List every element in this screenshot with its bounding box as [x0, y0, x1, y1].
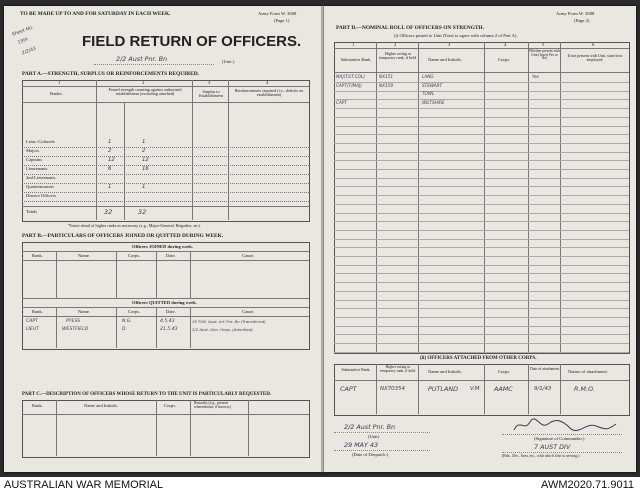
roll-row-line	[334, 117, 629, 118]
roll-row-line	[334, 300, 629, 301]
attached-rank: CAPT	[340, 385, 357, 393]
roll-row-line	[334, 186, 629, 187]
att-col-name: Name and Initials.	[428, 369, 462, 374]
part-d-title: PART D.—NOMINAL ROLL OF OFFICERS ON STRENGTH.	[336, 25, 484, 31]
quitted-rank: CAPT	[26, 319, 38, 324]
quitted-corps: N.G.	[122, 319, 132, 324]
b-col-date: Date.	[166, 253, 176, 258]
part-a-c1: 1	[108, 184, 112, 190]
b-col-rank: Rank.	[32, 253, 43, 258]
roll-row-line	[334, 308, 629, 309]
col-head-posted: Posted strength counting against authorized establishment (excluding attached)	[108, 87, 182, 97]
part-a-c2: 16	[142, 166, 149, 172]
quitted-corps: D.	[122, 327, 127, 332]
roll-row-line	[334, 126, 629, 127]
part-a-row-line	[22, 165, 309, 166]
roll-row-line	[334, 195, 629, 196]
roll-rank: CAPT	[336, 100, 347, 106]
dispatch-date: 29 MAY 43	[344, 441, 379, 449]
roll-row-line	[334, 204, 629, 205]
b-col-cause: Cause.	[242, 253, 255, 258]
roll-no: NX159	[379, 82, 393, 88]
roll-row-line	[334, 108, 629, 109]
part-a-rank: Majors	[26, 148, 40, 153]
d-head-name: Name and Initials.	[428, 57, 462, 62]
roll-name: STEWART	[422, 82, 443, 88]
quitted-name: PYESS	[66, 319, 81, 324]
part-a-row-line	[22, 192, 309, 193]
part-c-title: PART C.—DESCRIPTION OF OFFICERS WHOSE RETURN TO THE UNIT IS PARTICULARLY REQUESTED.	[22, 392, 272, 397]
b-col-date: Date.	[166, 309, 176, 314]
att-col-acting: Higher acting or temporary rank, if held.	[380, 365, 416, 373]
col-num: 3	[208, 80, 211, 85]
bde-label: (Bde., Div., Area, etc., with which Unit is serving.)	[502, 454, 580, 458]
roll-no: NX151	[379, 74, 393, 79]
roll-rank: MAJ(T/LT.COL)	[336, 74, 365, 79]
part-a-c1: 1	[108, 139, 112, 145]
roll-row-line	[334, 352, 629, 353]
top-note: TO BE MADE UP TO AND FOR SATURDAY IN EACH WEEK.	[20, 11, 171, 17]
roll-row-line	[334, 282, 629, 283]
part-a-row-line	[22, 201, 309, 202]
att-col-date: Date of attachment.	[530, 367, 560, 371]
roll-row-line	[334, 221, 629, 222]
col-head-surplus: Surplus to Establishment	[199, 89, 223, 99]
part-a-rank: Lieut.-Colonels	[26, 139, 55, 144]
attached-initials: V.M.	[470, 386, 482, 392]
col-num: 5	[542, 42, 545, 47]
form-page: (Page 1)	[274, 18, 290, 23]
totals-c1: 32	[104, 208, 113, 216]
footer-left: AUSTRALIAN WAR MEMORIAL	[4, 479, 164, 491]
roll-rank: CAPT(T/MAJ)	[336, 82, 362, 88]
b-col-rank: Rank.	[32, 309, 43, 314]
unit-label: (Unit)	[368, 434, 380, 439]
signature-label: (Signature of Commander.)	[534, 436, 585, 441]
part-a-c2: 1	[142, 139, 146, 145]
roll-row-line	[334, 152, 629, 153]
part-a-row-line	[22, 156, 309, 157]
roll-row-line	[334, 213, 629, 214]
totals-label: Totals	[26, 209, 38, 214]
roll-row-line	[334, 230, 629, 231]
unit-value: 2/2 Aust Pnr. Bn	[116, 55, 168, 63]
part-a-c1: 12	[108, 157, 115, 163]
d-head-rank: Substantive Rank.	[340, 57, 372, 62]
col-num: 2	[394, 42, 397, 47]
roll-row-line	[334, 256, 629, 257]
part-a-rank: Lieutenants	[26, 166, 48, 171]
quitted-header: Officers QUITTED during week.	[132, 300, 197, 305]
roll-row-line	[334, 291, 629, 292]
roll-row-line	[334, 91, 629, 92]
b-col-name: Name.	[78, 309, 91, 314]
roll-row-line	[334, 334, 629, 335]
part-a-rank: Quartermasters	[26, 184, 55, 189]
part-a-row-line	[22, 147, 309, 148]
part-a-c1: 6	[108, 166, 112, 172]
corner-note-3: 2/2/43	[21, 46, 37, 57]
left-page	[4, 6, 322, 472]
d-head-present: Whether present with Unit (Insert Yes or No)	[529, 49, 560, 61]
right-page	[324, 6, 636, 472]
attached-corps: AAMC	[494, 385, 513, 393]
roll-row-line	[334, 99, 629, 100]
col-num: 6	[592, 42, 595, 47]
c-col-remarks: Remarks (e.g., present whereabouts, if known.)	[194, 401, 231, 409]
part-b-title: PART B.—PARTICULARS OF OFFICERS JOINED OR QUITTED DURING WEEK.	[22, 233, 224, 239]
quitted-cause: 2/2 Aust. Gen. Hosp. (Admitted)	[192, 327, 253, 332]
roll-row-line	[334, 239, 629, 240]
roll-present: Yes	[532, 74, 539, 79]
part-d-sub: (i) Officers posted to Unit (Total to agree with column 2 of Part A).	[394, 33, 518, 38]
part-a-title: PART A.—STRENGTH, SURPLUS OR REINFORCEMENTS REQUIRED.	[22, 71, 199, 77]
attached-name: PUTLAND	[428, 385, 459, 393]
attached-title: (ii) OFFICERS ATTACHED FROM OTHER CORPS.	[420, 356, 537, 361]
part-a-c2: 2	[142, 148, 146, 154]
part-a-row-line	[22, 174, 309, 175]
quitted-rank: LIEUT	[26, 327, 39, 332]
bde-handwritten: 7 AUST DIV	[534, 443, 571, 451]
roll-row-line	[334, 143, 629, 144]
roll-row-line	[334, 265, 629, 266]
unit-label: (Unit.)	[222, 59, 235, 64]
form-page: (Page 2)	[574, 18, 590, 23]
b-col-cause: Cause.	[242, 309, 255, 314]
unit-handwritten: 2/2 Aust Pnr. Bn	[344, 423, 396, 431]
part-c-table	[22, 400, 310, 458]
col-num: 4	[266, 80, 269, 85]
footer-right: AWM2020.71.9011	[541, 479, 634, 491]
quitted-date: 4.5.43	[160, 319, 175, 324]
roll-row-line	[334, 343, 629, 344]
roll-row-line	[334, 178, 629, 179]
roll-row-line	[334, 273, 629, 274]
col-num: 3	[448, 42, 451, 47]
totals-c2: 32	[138, 208, 147, 216]
roll-row-line	[334, 247, 629, 248]
roll-row-line	[334, 317, 629, 318]
page-title: FIELD RETURN OF OFFICERS.	[82, 33, 302, 50]
b-col-name: Name.	[78, 253, 91, 258]
quitted-date: 21.5.43	[160, 327, 178, 332]
form-id: Army Form W. 3008	[556, 11, 595, 16]
corner-note-1: Sheet No.	[11, 25, 35, 38]
roll-row-line	[334, 160, 629, 161]
col-num: 1	[58, 80, 61, 85]
form-id: Army Form W. 3008	[258, 11, 297, 16]
part-a-c2: 12	[142, 157, 149, 163]
c-col-rank: Rank.	[32, 403, 43, 408]
attached-date: 9/1/43	[534, 386, 552, 392]
dispatch-label: (Date of Despatch.)	[352, 452, 389, 457]
archive-footer	[0, 477, 640, 493]
c-col-corps: Corps.	[164, 403, 177, 408]
roll-name: LANG	[422, 74, 434, 79]
footnote: *Insert detail of higher ranks as necessary (e.g., Major-General, Brigadier, etc).	[68, 223, 201, 228]
d-head-where: If not present with Unit, state how employed.	[567, 53, 623, 62]
attached-nature: R.M.O.	[574, 385, 595, 393]
att-col-nature: Nature of attachment.	[568, 369, 608, 374]
attached-number: NX70354	[380, 386, 405, 392]
roll-row-line	[334, 326, 629, 327]
roll-name: WILTSHIRE	[422, 100, 445, 106]
quitted-cause: 19 TUB. Aust. Inf. Pnr. Bn (Transferred)	[192, 319, 266, 324]
roll-row-line	[334, 134, 629, 135]
col-head-reinf: Reinforcements required (i.e., deficits on establishment)	[234, 88, 304, 98]
col-num: 1	[352, 42, 355, 47]
col-head-ranks: Ranks.	[50, 91, 63, 96]
col-num: 2	[142, 80, 145, 85]
part-a-rank: Captains	[26, 157, 43, 162]
b-col-corps: Corps.	[128, 309, 141, 314]
roll-row-line	[334, 169, 629, 170]
part-a-rank: District Officers	[26, 193, 56, 198]
part-d-table	[334, 42, 630, 354]
att-col-corps: Corps.	[498, 369, 511, 374]
roll-name: TOWL	[422, 91, 435, 97]
part-a-c2: 1	[142, 184, 146, 190]
joined-header: Officers JOINED during week.	[132, 244, 193, 249]
att-col-rank: Substantive Rank.	[341, 367, 371, 372]
c-col-name: Name and Initials.	[84, 403, 118, 408]
corner-note-2: 15th	[17, 37, 29, 46]
unit-line	[94, 64, 214, 65]
part-a-row-line	[22, 183, 309, 184]
col-num: 4	[504, 42, 507, 47]
part-a-rank: 2nd Lieutenants	[26, 175, 56, 180]
d-head-corps: Corps.	[498, 57, 511, 62]
b-col-corps: Corps.	[128, 253, 141, 258]
commander-signature	[510, 416, 620, 436]
quitted-name: WESTFIELD	[62, 327, 89, 332]
part-a-c1: 2	[108, 148, 112, 154]
d-head-acting: Higher acting or temporary rank, if held.	[379, 51, 417, 60]
